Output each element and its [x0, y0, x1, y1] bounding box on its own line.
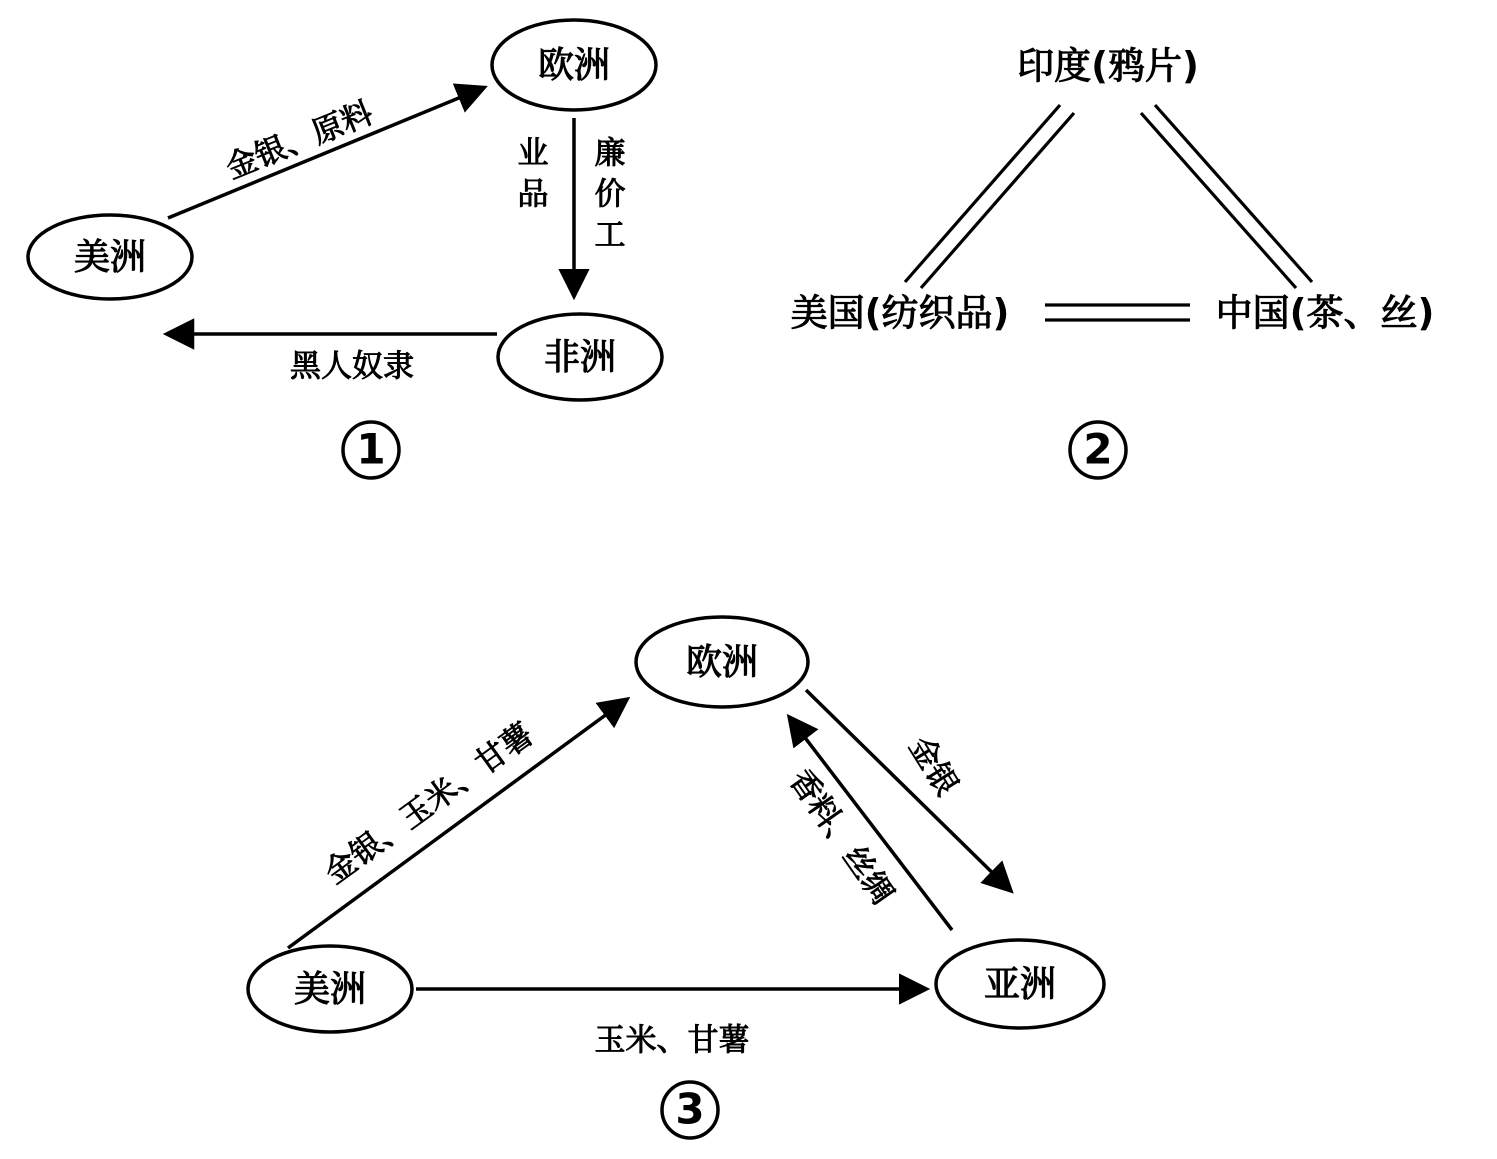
edge-label-char: 工 [594, 217, 626, 254]
edge-label-americas-europe: 金银、原料 [220, 94, 379, 187]
panel-2 [791, 45, 1435, 479]
edge-americas-to-europe [168, 88, 483, 218]
node-label: 美洲 [293, 969, 367, 1010]
panel-1 [28, 20, 662, 478]
node-europe-p3 [636, 617, 808, 707]
node-americas-p3 [248, 946, 412, 1032]
edge-label-europe-asia-p3: 金银 [901, 730, 965, 803]
edge-india-china [1141, 105, 1312, 288]
node-label: 欧洲 [685, 642, 759, 683]
node-asia-p3 [936, 940, 1104, 1028]
number-text: 2 [1083, 424, 1113, 474]
edge-label-africa-americas: 黑人奴隶 [290, 348, 414, 385]
panel-1-number [343, 422, 399, 478]
edge-usa-china [1045, 305, 1190, 320]
edge-americas-to-europe-p3 [288, 700, 626, 948]
number-text: 3 [675, 1084, 705, 1134]
panel-3 [248, 617, 1104, 1138]
node-label: 亚洲 [983, 964, 1057, 1005]
edge-label-char: 品 [517, 176, 549, 213]
node-africa-p1 [498, 314, 662, 400]
panel-2-number [1070, 422, 1126, 478]
edge-label-char: 廉 [594, 135, 626, 172]
edge-label-europe-africa-goods [518, 136, 549, 213]
node-label-usa: 美国(纺织品) [790, 291, 1010, 335]
edge-india-usa [905, 105, 1074, 288]
node-label: 非洲 [543, 337, 617, 378]
node-label: 欧洲 [537, 45, 611, 86]
edge-label-europe-africa-cheap [595, 136, 626, 254]
edge-label-americas-europe-p3: 金银、玉米、甘薯 [318, 716, 541, 892]
node-label: 美洲 [73, 237, 147, 278]
edge-label-char: 业 [517, 135, 549, 172]
edge-label-char: 价 [594, 176, 626, 213]
node-americas-p1 [28, 215, 192, 299]
node-europe-p1 [492, 20, 656, 110]
edge-label-asia-europe-p3: 香料、丝绸 [782, 763, 901, 911]
node-label-india: 印度(鸦片) [1017, 44, 1199, 88]
node-label-china: 中国(茶、丝) [1215, 291, 1435, 335]
edge-label-americas-asia-p3: 玉米、甘薯 [594, 1022, 750, 1059]
panel-3-number [662, 1082, 718, 1138]
number-text: 1 [356, 424, 386, 474]
